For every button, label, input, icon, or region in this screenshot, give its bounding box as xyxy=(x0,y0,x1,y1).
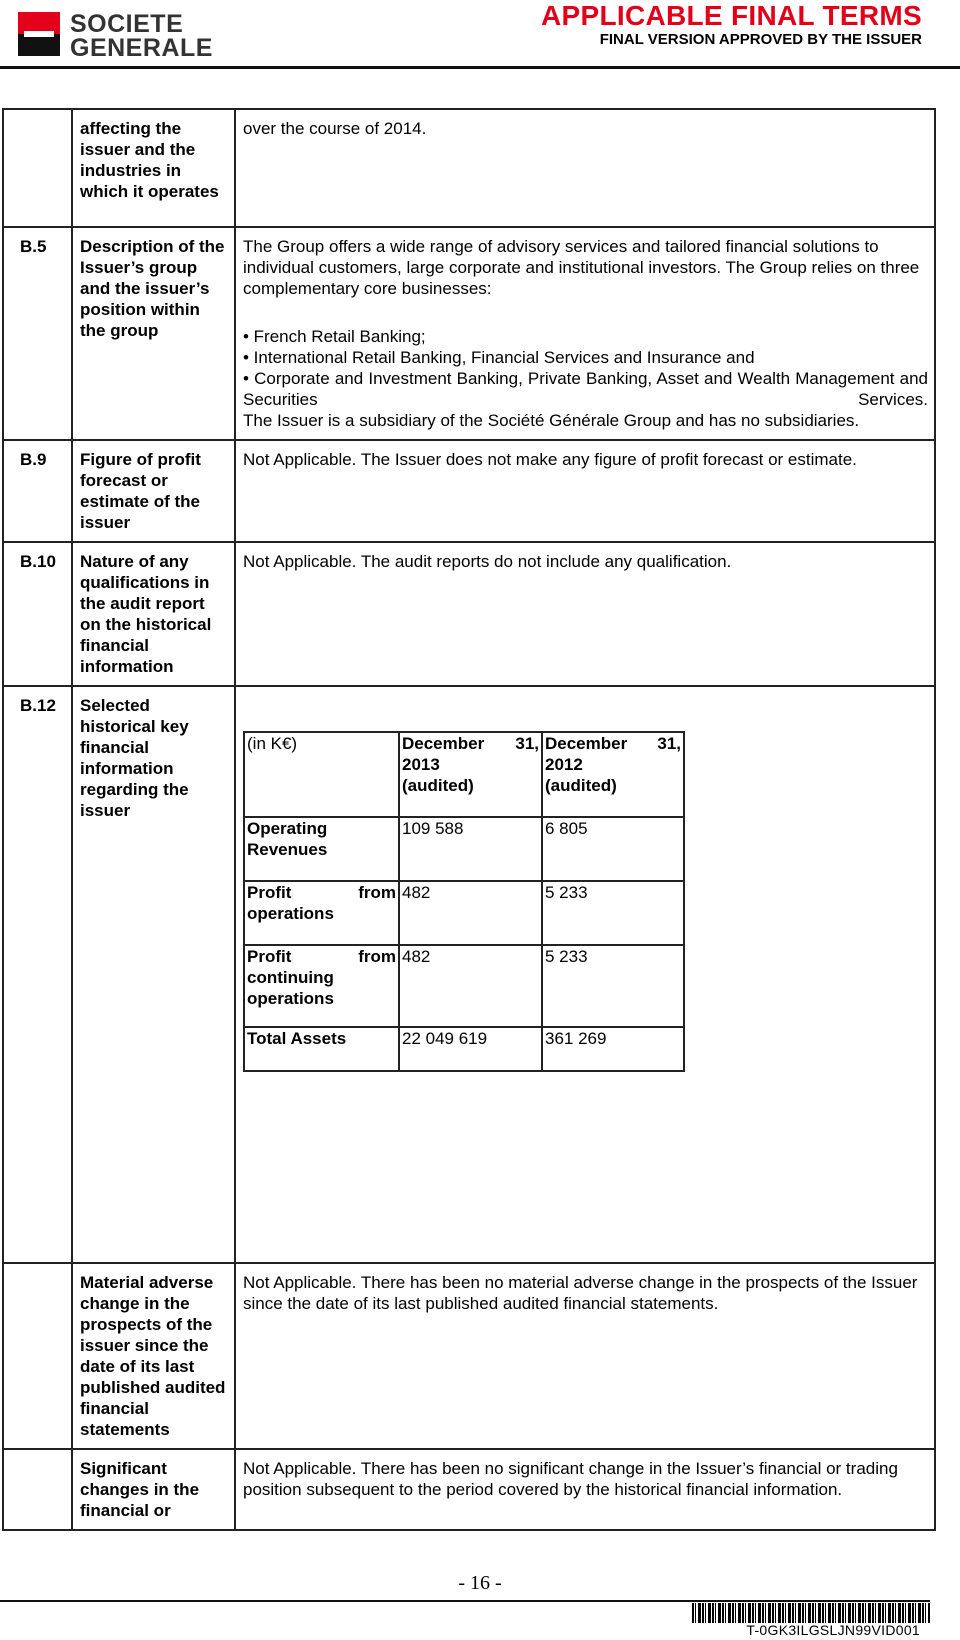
row-label: Total Assets xyxy=(244,1027,399,1071)
element-code: B.5 xyxy=(3,227,72,440)
element-label: Selected historical key financial information regarding the issuer xyxy=(72,686,235,1263)
b5-bullet-1: • French Retail Banking; xyxy=(243,327,426,346)
table-row xyxy=(244,881,684,945)
table-row xyxy=(3,542,935,686)
table-row xyxy=(244,732,684,817)
table-row xyxy=(244,1027,684,1071)
column-header-2013: December 31, 2013 (audited) xyxy=(399,732,542,817)
element-text: Not Applicable. There has been no material adverse change in the prospects of the Issuer since the date of its last published audited financial statements. xyxy=(235,1263,935,1449)
table-row xyxy=(3,686,935,1263)
element-code xyxy=(3,109,72,227)
document-id: T-0GK3ILGSLJN99VID001 xyxy=(746,1622,920,1638)
financial-info-table xyxy=(243,731,685,1072)
element-code: B.9 xyxy=(3,440,72,542)
value-2012: 5 233 xyxy=(542,945,684,1027)
row-label: Profit from continuing operations xyxy=(244,945,399,1027)
header-divider xyxy=(0,66,960,69)
row-label: Operating Revenues xyxy=(244,817,399,881)
logo-word-1: SOCIETE xyxy=(70,10,184,38)
logo-word-2: GENERALE xyxy=(70,34,213,62)
logo-mark-icon xyxy=(18,12,60,56)
barcode-icon xyxy=(692,1603,930,1623)
unit-header: (in K€) xyxy=(244,732,399,817)
element-code: B.12 xyxy=(3,686,72,1263)
table-row xyxy=(3,1263,935,1449)
b5-intro: The Group offers a wide range of advisory services and tailored financial solutions to individual customers, large corporate and institutional investors. The Group relies on three complementary core businesses: xyxy=(243,237,920,298)
element-label: Significant changes in the financial or xyxy=(72,1449,235,1530)
element-text: Not Applicable. There has been no significant change in the Issuer’s financial or trading position subsequent to the period covered by the historical financial information. xyxy=(235,1449,935,1530)
value-2013: 482 xyxy=(399,881,542,945)
element-label: Figure of profit forecast or estimate of the issuer xyxy=(72,440,235,542)
summary-table xyxy=(2,108,936,1531)
societe-generale-logo xyxy=(18,12,243,60)
element-code: B.10 xyxy=(3,542,72,686)
element-label: Description of the Issuer’s group and the issuer’s position within the group xyxy=(72,227,235,440)
element-text: over the course of 2014. xyxy=(235,109,935,227)
table-row xyxy=(244,817,684,881)
page-number: - 16 - xyxy=(458,1572,502,1594)
element-label: Nature of any qualifications in the audit report on the historical financial information xyxy=(72,542,235,686)
b5-bullet-2: • International Retail Banking, Financial Services and Insurance and xyxy=(243,348,755,367)
element-text: Not Applicable. The audit reports do not include any qualification. xyxy=(235,542,935,686)
table-row xyxy=(3,1449,935,1530)
element-code xyxy=(3,1263,72,1449)
value-2013: 22 049 619 xyxy=(399,1027,542,1071)
footer-divider xyxy=(0,1600,930,1602)
element-code xyxy=(3,1449,72,1530)
value-2012: 5 233 xyxy=(542,881,684,945)
element-label: Material adverse change in the prospects of the issuer since the date of its last published audited financial statements xyxy=(72,1263,235,1449)
table-row xyxy=(3,109,935,227)
document-subtitle: FINAL VERSION APPROVED BY THE ISSUER xyxy=(599,31,922,48)
b5-closing: The Issuer is a subsidiary of the Société Générale Group and has no subsidiaries. xyxy=(243,411,860,430)
table-row xyxy=(3,440,935,542)
element-text xyxy=(235,227,935,440)
element-text xyxy=(235,686,935,1263)
row-label: Profit from operations xyxy=(244,881,399,945)
column-header-2012: December 31, 2012 (audited) xyxy=(542,732,684,817)
element-text: Not Applicable. The Issuer does not make any figure of profit forecast or estimate. xyxy=(235,440,935,542)
value-2012: 6 805 xyxy=(542,817,684,881)
element-label: affecting the issuer and the industries in which it operates xyxy=(72,109,235,227)
value-2013: 109 588 xyxy=(399,817,542,881)
page-header xyxy=(0,0,960,72)
value-2013: 482 xyxy=(399,945,542,1027)
b5-bullet-3: • Corporate and Investment Banking, Private Banking, Asset and Wealth Management and Securities Services. xyxy=(243,369,928,409)
table-row xyxy=(3,227,935,440)
table-row xyxy=(244,945,684,1027)
value-2012: 361 269 xyxy=(542,1027,684,1071)
document-title: APPLICABLE FINAL TERMS xyxy=(541,0,922,31)
